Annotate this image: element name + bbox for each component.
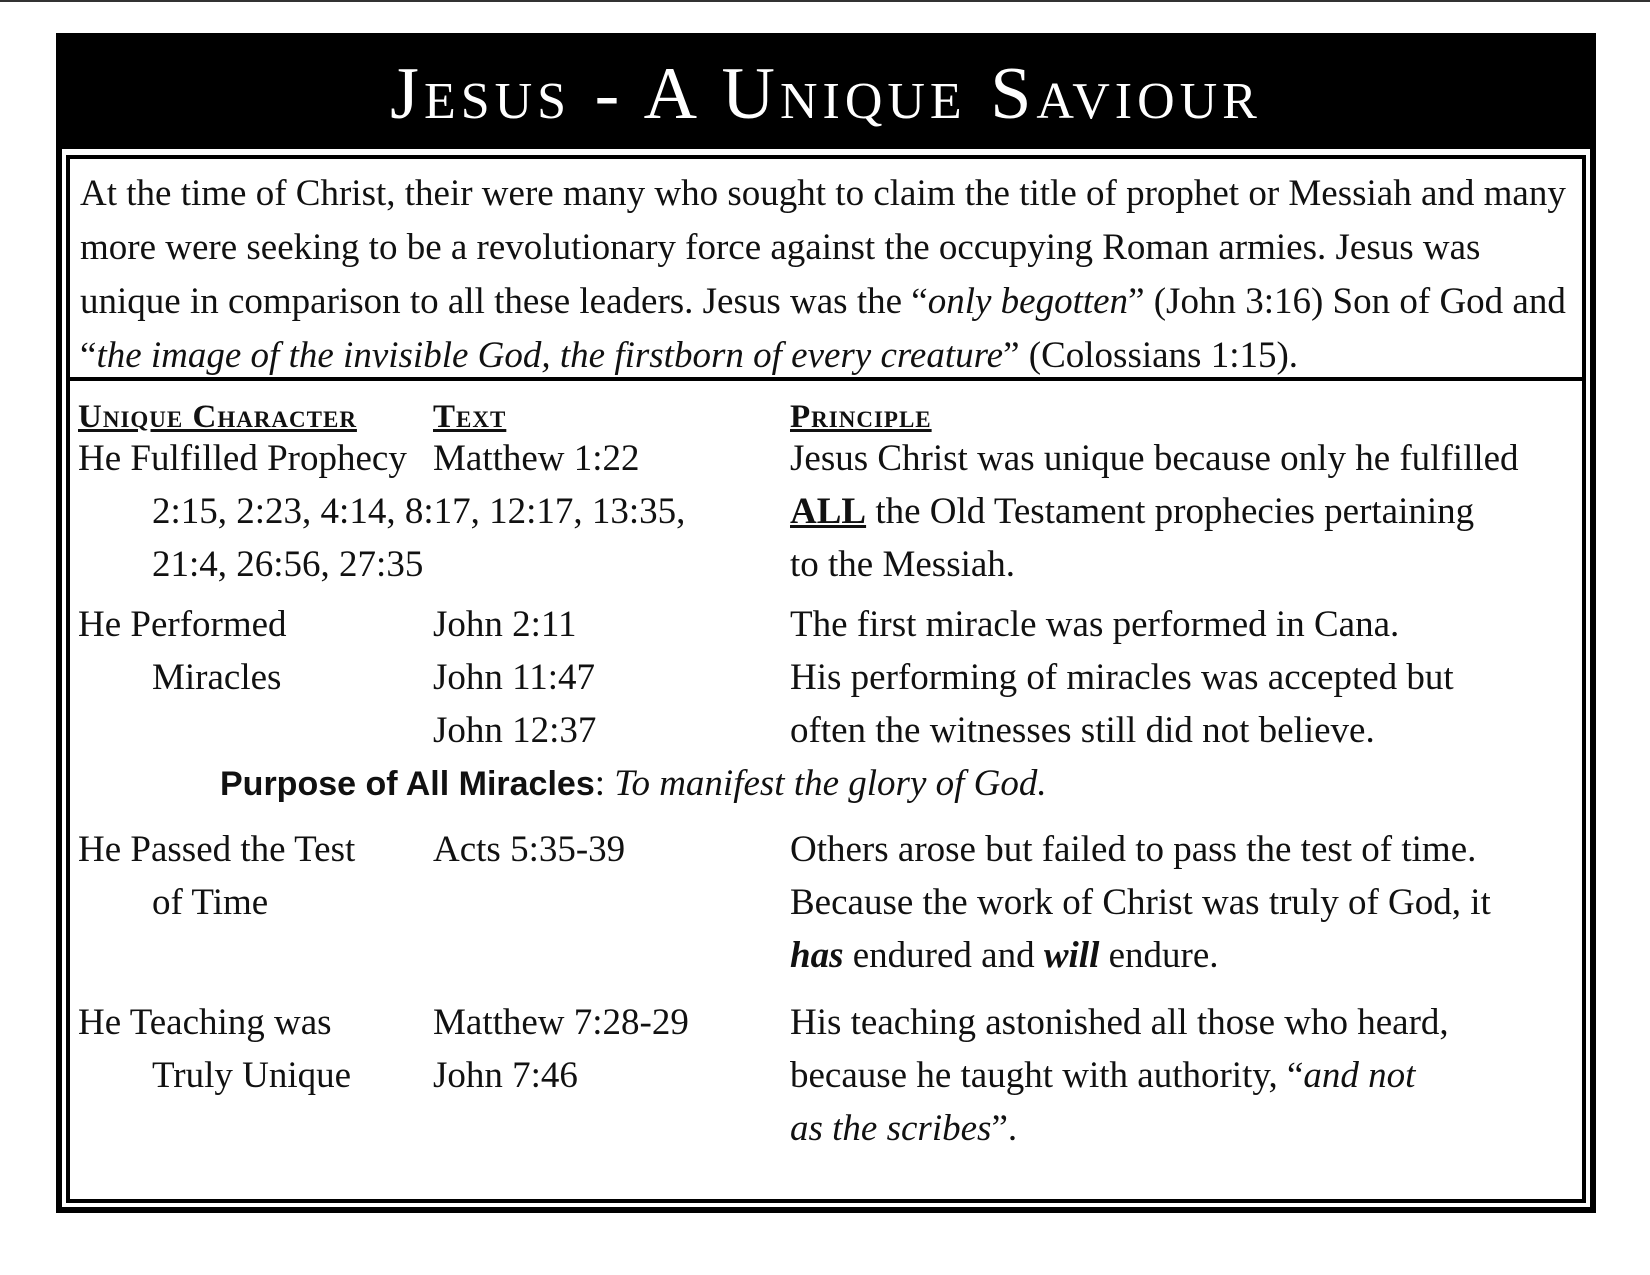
purpose-text: To manifest the glory of God. bbox=[614, 763, 1047, 804]
time-principle-3-end: endure. bbox=[1099, 935, 1219, 976]
will-emphasis: will bbox=[1043, 935, 1100, 976]
title-bar bbox=[62, 39, 1590, 149]
intro-text-3: ” (Colossians 1:15). bbox=[1003, 335, 1299, 376]
header-unique-character: Unique Character bbox=[78, 399, 357, 435]
miracles-ref-3: John 12:37 bbox=[433, 710, 597, 751]
prophecy-ref: Matthew 1:22 bbox=[433, 438, 640, 479]
time-principle-3 bbox=[790, 929, 1219, 982]
header-principle: Principle bbox=[790, 399, 932, 435]
teaching-principle-2 bbox=[790, 1049, 1415, 1102]
teaching-principle-3 bbox=[790, 1102, 1017, 1155]
time-principle-2: Because the work of Christ was truly of God, it bbox=[790, 882, 1491, 923]
prophecy-refs-cont-1: 2:15, 2:23, 4:14, 8:17, 12:17, 13:35, bbox=[152, 491, 686, 532]
intro-text-2: ” (John 3:16) Son of God and “ bbox=[80, 281, 1566, 376]
prophecy-principle-2-rest: the Old Testament prophecies pertaining bbox=[866, 491, 1475, 532]
miracles-ref-2: John 11:47 bbox=[433, 657, 596, 698]
intro-text-1: At the time of Christ, their were many who sought to claim the title of prophet or Messiah and many more were seeking to be a revolutionary force against the occupying Roman armies. Jesus was unique in comparison to all these leaders. Jesus was the “ bbox=[80, 173, 1566, 322]
prophecy-refs-cont-2: 21:4, 26:56, 27:35 bbox=[152, 544, 424, 585]
miracles-character-1: He Performed bbox=[78, 604, 287, 645]
teaching-ref-2: John 7:46 bbox=[433, 1055, 578, 1096]
intro-quote-1: only begotten bbox=[927, 281, 1129, 322]
time-character-2: of Time bbox=[152, 882, 269, 923]
miracles-ref-1: John 2:11 bbox=[433, 604, 577, 645]
intro-text bbox=[80, 167, 1570, 383]
teaching-character-2: Truly Unique bbox=[152, 1055, 352, 1096]
time-principle-1: Others arose but failed to pass the test of time. bbox=[790, 829, 1477, 870]
page-frame bbox=[56, 33, 1596, 1213]
teaching-ref-1: Matthew 7:28-29 bbox=[433, 1002, 689, 1043]
miracles-principle-3: often the witnesses still did not believe. bbox=[790, 710, 1375, 751]
header-text: Text bbox=[433, 399, 507, 435]
purpose-colon: : bbox=[594, 763, 615, 804]
teaching-quote-1: and not bbox=[1303, 1055, 1416, 1096]
has-emphasis: has bbox=[790, 935, 844, 976]
time-character-1: He Passed the Test bbox=[78, 829, 356, 870]
prophecy-principle-3: to the Messiah. bbox=[790, 544, 1016, 585]
top-rule bbox=[0, 0, 1650, 2]
teaching-principle-1: His teaching astonished all those who heard, bbox=[790, 1002, 1449, 1043]
purpose-label: Purpose of All Miracles bbox=[220, 765, 595, 803]
intro-paragraph bbox=[70, 159, 1582, 381]
teaching-character-1: He Teaching was bbox=[78, 1002, 332, 1043]
content-box bbox=[66, 155, 1586, 1203]
prophecy-all-emphasis: ALL bbox=[790, 491, 867, 532]
miracles-principle-2: His performing of miracles was accepted but bbox=[790, 657, 1454, 698]
teaching-principle-3-end: ”. bbox=[991, 1108, 1018, 1149]
teaching-principle-2-text: because he taught with authority, “ bbox=[790, 1055, 1304, 1096]
miracles-principle-1: The first miracle was performed in Cana. bbox=[790, 604, 1400, 645]
time-ref: Acts 5:35-39 bbox=[433, 829, 626, 870]
miracles-character-2: Miracles bbox=[152, 657, 282, 698]
teaching-quote-2: as the scribes bbox=[790, 1108, 992, 1149]
intro-quote-2: the image of the invisible God, the firstborn of every creature bbox=[96, 335, 1004, 376]
miracles-purpose bbox=[220, 757, 1047, 811]
prophecy-principle-2 bbox=[790, 485, 1474, 538]
page-title: Jesus - A Unique Saviour bbox=[390, 52, 1262, 135]
prophecy-character: He Fulfilled Prophecy bbox=[78, 438, 407, 479]
time-principle-3-mid: endured and bbox=[843, 935, 1044, 976]
prophecy-principle-1: Jesus Christ was unique because only he fulfilled bbox=[790, 438, 1519, 479]
uniqueness-table bbox=[70, 381, 1582, 1199]
